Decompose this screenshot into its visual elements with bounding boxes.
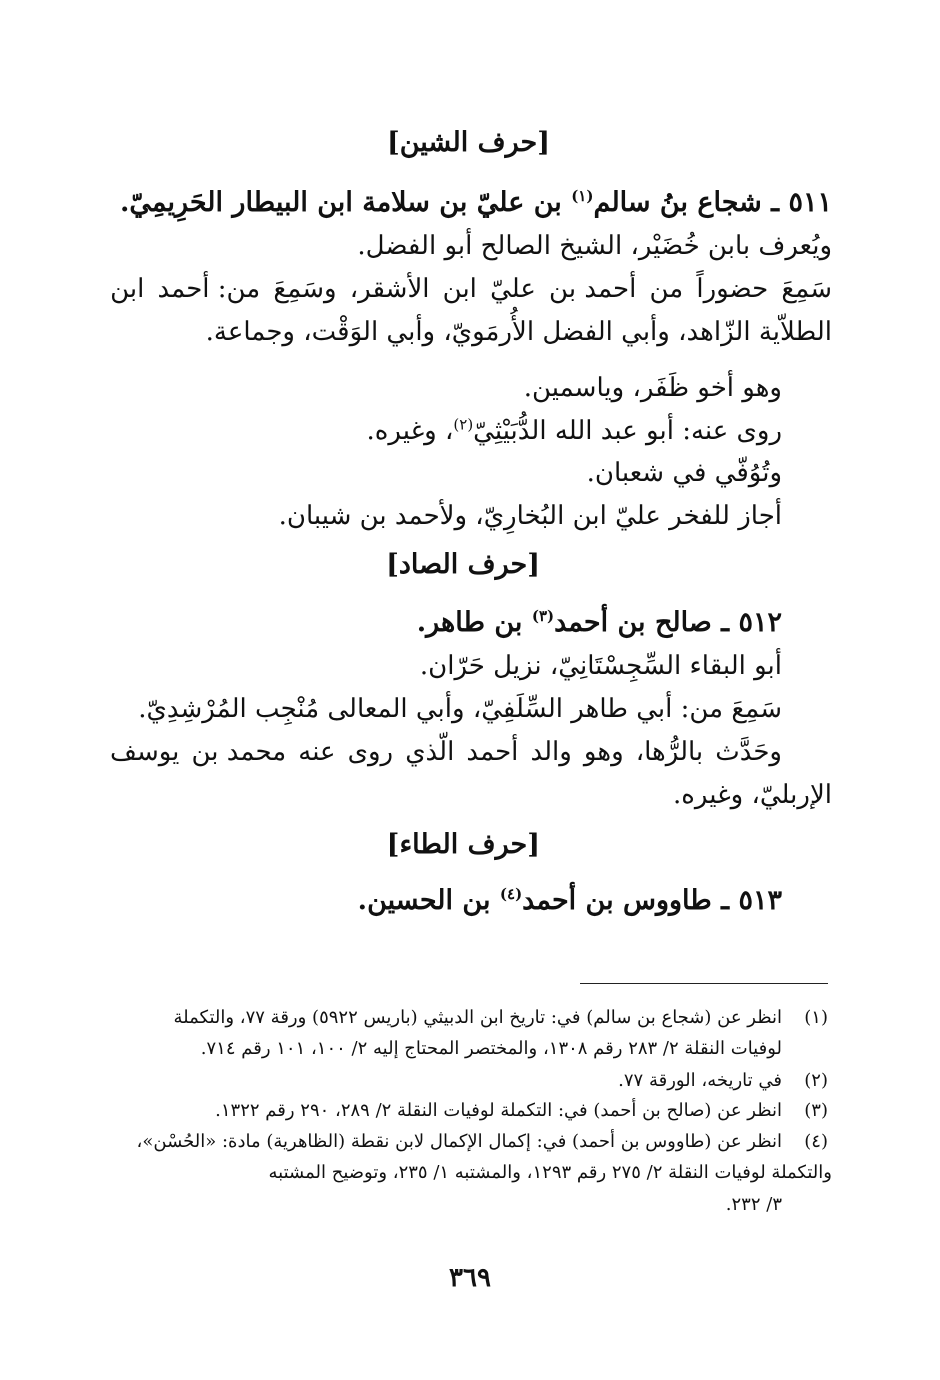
entry-513-lineage: بن الحسين. [357,885,500,916]
word: محمد بن [191,737,287,767]
footnote-1-line-2: لوفيات النقلة ٢/ ٢٨٣ رقم ١٣٠٨، والمختصر المحتاج إليه ٢/ ١٠٠، ١٠١ رقم ٧١٤. [200,1038,782,1059]
word: وهو [583,737,624,767]
entry-511-line-5: وهو أخو ظَفَر، وياسمين. [523,373,782,403]
word: حضوراً [696,274,769,304]
footnote-4-line-2: والتكملة لوفيات النقلة ٢/ ٢٧٥ رقم ١٢٩٣، والمشتبه ١/ ٢٣٥، وتوضيح المشتبه [268,1162,832,1183]
entry-511-line-3 [110,269,832,309]
entry-511-line-2: ويُعرف بابن خُضَيْر، الشيخ الصالح أبو الفضل. [357,231,832,261]
word: أحمد بن [549,274,637,304]
entry-512-line-3: سَمِعَ من: أبي طاهر السِّلَفِيّ، وأبي المعالى مُنْجِب المُرْشِدِيّ. [138,694,782,724]
entry-511-line-4: الطلاّية الزّاهد، وأبي الفضل الأُرمَويّ، وأبي الوَقْت، وجماعة. [205,317,832,347]
word: عنه [298,737,336,767]
word: وسَمِعَ [273,274,337,304]
word: الّذي [405,737,455,767]
entry-511-line-7: وتُوُفّي في شعبان. [586,458,782,488]
footnote-ref-3: (٣) [531,607,555,625]
entry-512-name: ٥١٢ ـ صالح بن أحمد [554,607,782,638]
entry-511-title [120,183,832,223]
entry-512-line-4 [110,732,782,772]
entry-512-line-5: الإربليّ، وغيره. [672,780,832,810]
footnote-ref-2: (٢) [453,415,474,434]
word: وحَدَّث [715,737,782,767]
word: ابن [442,274,477,304]
word: يوسف [110,737,180,767]
entry-513-name: ٥١٣ ـ طاووس بن أحمد [522,885,782,916]
footnote-4-line-1: انظر عن (طاووس بن أحمد) في: إكمال الإكمال لابن نقطة (الظاهرية) مادة: «الحُسْن»، [136,1131,782,1152]
word: الأشقر، [349,274,430,304]
footnote-2-line-1: في تاريخه، الورقة ٧٧. [618,1070,782,1091]
footnote-ref-4: (٤) [499,885,523,903]
footnote-4-line-3: ٣/ ٢٣٢. [725,1194,782,1215]
word: من: أحمد [157,274,261,304]
narrator-text-end: ، وغيره. [366,416,454,446]
word: عليّ [490,274,536,304]
entry-512-title [417,603,782,643]
page-number: ٣٦٩ [449,1263,491,1293]
word: والد [530,737,572,767]
word: روى [347,737,394,767]
footnote-ref-1: (١) [571,187,594,205]
footnote-1-line-1: انظر عن (شجاع بن سالم) في: تاريخ ابن الدبيثي (باريس ٥٩٢٢) ورقة ٧٧، والتكملة [173,1007,782,1028]
word: ابن [110,274,145,304]
entry-513-title [358,881,782,921]
entry-511-line-6 [367,411,783,451]
footnote-number-3: (٣) [804,1100,828,1121]
entry-512-line-2: أبو البقاء السِّجِسْتَانِيّ، نزيل حَرّان. [419,651,782,681]
footnote-3-line-1: انظر عن (صالح بن أحمد) في: التكملة لوفيات النقلة ٢/ ٢٨٩، ٢٩٠ رقم ١٣٢٢. [215,1100,782,1121]
word: أحمد [466,737,519,767]
entry-512-lineage: بن طاهر. [416,607,532,638]
footnote-number-1: (١) [804,1007,828,1028]
narrator-text: روى عنه: أبو عبد الله الدُّبَيْثِيّ [473,416,782,446]
entry-511-name: ٥١١ ـ شجاع بنُ سالم [593,187,832,218]
section-heading-ta: [حرف الطاء] [386,829,540,860]
word: سَمِعَ [781,274,832,304]
entry-511-lineage: بن عليّ بن سلامة ابن البيطار الحَرِيمِيّ. [119,187,572,218]
word: من [649,274,684,304]
word: بالرُّها، [635,737,704,767]
section-heading-sad: [حرف الصاد] [386,549,540,580]
section-heading-shin: [حرف الشين] [386,127,550,158]
footnote-number-4: (٤) [804,1131,828,1152]
footnote-number-2: (٢) [804,1070,828,1091]
footnote-separator [580,983,828,984]
entry-511-line-8: أجاز للفخر عليّ ابن البُخارِيّ، ولأحمد بن شيبان. [278,501,782,531]
